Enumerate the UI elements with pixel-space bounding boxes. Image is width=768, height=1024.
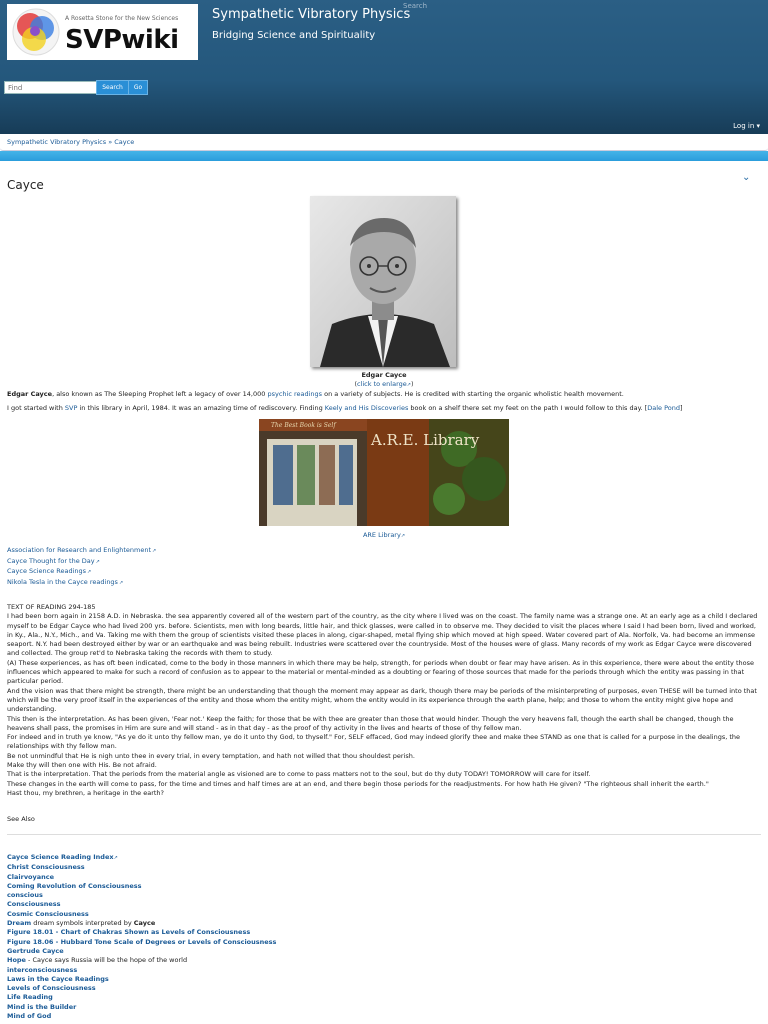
see-also-link[interactable]: conscious [7, 891, 43, 900]
svp-link[interactable]: SVP [64, 404, 78, 412]
breadcrumb-home[interactable]: Sympathetic Vibratory Physics [7, 138, 107, 146]
see-also-list [7, 853, 276, 1021]
see-also-link[interactable]: Clairvoyance [7, 872, 55, 881]
dale-pond-link[interactable]: Dale Pond [647, 404, 680, 412]
breadcrumb-bar [0, 134, 768, 151]
see-also-link[interactable]: Laws in the Cayce Readings [7, 974, 109, 983]
intro-text-2: on a variety of subjects. He is credited with starting the organic wholistic health movement. [322, 390, 624, 398]
ext-link-thought-for-the-day[interactable]: Cayce Thought for the Day ↗ [7, 557, 156, 568]
library-caption [0, 531, 768, 539]
started-paragraph [7, 404, 761, 413]
see-also-item [7, 919, 276, 928]
see-also-item [7, 928, 276, 937]
top-search-link[interactable]: Search [403, 2, 428, 10]
see-also-item [7, 853, 276, 863]
library-top-sign: The Best Book is Self [271, 422, 336, 429]
external-links-list [7, 546, 156, 588]
reading-paragraph: This then is the interpretation. As has been given, 'Fear not.' Keep the faith; for those that be with thee are greater than those that would hinder. Though the very heavens fall, though the earth shall be changed, though the heavens shall pass, the promises in Him are sure and will stand - as in that day - as the proof of thy activity in the lives and hearts of those of thy fellow man. [7, 714, 734, 732]
library-sign: A.R.E. Library [371, 431, 480, 449]
site-title[interactable]: Sympathetic Vibratory Physics [212, 7, 411, 22]
see-also-link[interactable]: Dream [7, 919, 32, 928]
see-also-link[interactable]: Coming Revolution of Consciousness [7, 881, 142, 890]
see-also-item [7, 993, 276, 1002]
see-also-link[interactable]: Figure 18.01 - Chart of Chakras Shown as Levels of Consciousness [7, 928, 251, 937]
intro-paragraph [7, 390, 761, 399]
see-also-item [7, 900, 276, 909]
external-link-icon: ↗ [113, 855, 118, 861]
see-also-link[interactable]: Life Reading [7, 993, 53, 1002]
are-library-image[interactable] [259, 419, 509, 526]
reading-heading: TEXT OF READING 294-185 [7, 603, 96, 611]
see-also-link[interactable]: Mind of God [7, 1012, 52, 1021]
started-text-1: I got started with [7, 404, 65, 412]
see-also-item [7, 1003, 276, 1012]
breadcrumb-separator: » [108, 138, 113, 146]
see-also-link[interactable]: Figure 18.06 - Hubbard Tone Scale of Degrees or Levels of Consciousness [7, 937, 277, 946]
chevron-down-icon[interactable]: ⌄ [742, 172, 751, 183]
see-also-item [7, 882, 276, 891]
see-also-link[interactable]: Cayce Science Reading Index [7, 853, 114, 861]
see-also-link[interactable]: Cosmic Consciousness [7, 909, 89, 918]
see-also-item [7, 910, 276, 919]
logo-tagline: A Rosetta Stone for the New Sciences [65, 15, 179, 22]
see-also-item [7, 966, 276, 975]
reading-paragraph: These changes in the earth will come to pass, for the time and times and half times are at an end, and there begin those periods for the readjustments. For how hath He given? "The righteous shall inherit the earth." [7, 779, 709, 788]
psychic-readings-link[interactable]: psychic readings [267, 390, 323, 398]
section-divider [7, 834, 761, 835]
enlarge-close-paren: ) [410, 380, 414, 388]
see-also-link[interactable]: Levels of Consciousness [7, 984, 96, 993]
ext-link-are[interactable]: Association for Research and Enlightenment ↗ [7, 546, 156, 557]
logo-wordmark: SVPwiki [65, 25, 179, 55]
started-text-4: ] [679, 404, 683, 412]
reading-paragraph: (A) These experiences, as has oft been indicated, come to the body in those manners in which there may be help, strength, for periods when doubt or fear may have arisen. As in this experience, there were about the entity those influences which appeared to make for such a record of confusion as to appear to the material or mental-minded as a doubting or fearing of those sources that made for the periods through which the entity was passing in that particular period. [7, 658, 754, 686]
site-logo[interactable] [7, 4, 198, 60]
see-also-item [7, 891, 276, 900]
see-also-heading: See Also [7, 815, 35, 823]
edgar-cayce-portrait[interactable] [310, 196, 456, 367]
portrait-image [310, 196, 456, 367]
external-link-icon: ↗ [406, 382, 411, 388]
search-button[interactable]: Search [96, 80, 129, 95]
ext-link-science-readings[interactable]: Cayce Science Readings ↗ [7, 567, 156, 578]
see-also-item [7, 863, 276, 872]
enlarge-open-paren: ( [354, 380, 357, 388]
started-text-2: in this library in April, 1984. It was an amazing time of rediscovery. Finding [77, 404, 325, 412]
login-menu[interactable]: Log in ▾ [733, 122, 760, 130]
see-also-link[interactable]: Consciousness [7, 900, 61, 909]
see-also-link[interactable]: Gertrude Cayce [7, 946, 64, 955]
reading-paragraph: Hast thou, my brethren, a heritage in the earth? [7, 788, 164, 797]
ext-link-tesla-in-cayce[interactable]: Nikola Tesla in the Cayce readings ↗ [7, 578, 156, 589]
see-also-item [7, 984, 276, 993]
breadcrumb-current[interactable]: Cayce [114, 138, 135, 146]
click-to-enlarge-link[interactable]: click to enlarge [357, 380, 407, 388]
intro-text-1: , also known as The Sleeping Prophet left a legacy of over 14,000 [52, 390, 268, 398]
are-library-link[interactable]: ARE Library [362, 531, 401, 539]
reading-paragraph: That is the interpretation. That the periods from the material angle as visioned are to come to pass matters not to the soul, but do thy duty TODAY! TOMORROW will care for itself. [7, 770, 591, 779]
site-slogan: Bridging Science and Spirituality [212, 30, 376, 41]
click-to-enlarge [0, 380, 768, 388]
svp-logo-icon [10, 7, 62, 57]
see-also-item [7, 956, 276, 965]
see-also-link[interactable]: Hope [7, 956, 26, 965]
see-also-item [7, 975, 276, 984]
reading-paragraph: Make thy will then one with His. Be not afraid. [7, 761, 157, 770]
see-also-item [7, 873, 276, 882]
reading-paragraph: I had been born again in 2158 A.D. in Nebraska. the sea apparently covered all of the western part of the country, as the city where I lived was on the coast. The family name was a strange one. At an early age as a child I declared myself to be Edgar Cayce who had lived 200 yrs. before. Scientists, men with long beards, little hair, and thick glasses, were called in to observe me. They decided to visit the places where I said I had been born, lived and worked, in Ky., Ala., N.Y., Mich., and Va. Taking me with them the group of scientists visited these places in along, cigar-shaped, metal flying ship which moved at high speed. Water covered part of Ala. Norfolk, Va. had become an immense seaport. N.Y. had been destroyed either by war or an earthquake and was being rebuilt. Industries were scattered over the countryside. Most of the houses were of glass. Many records of my work as Edgar Cayce were discovered and collected. The group ret'd to Nebraska taking the records with them to study. [7, 612, 758, 658]
breadcrumb [7, 138, 134, 146]
find-input[interactable] [4, 81, 102, 94]
started-text-3: book on a shelf there set my feet on the path I would follow to this day. [ [408, 404, 648, 412]
see-also-description: dream symbols interpreted by [31, 919, 134, 928]
see-also-link[interactable]: interconsciousness [7, 965, 78, 974]
external-link-icon: ↗ [400, 533, 406, 539]
library-photo [259, 419, 509, 526]
go-button[interactable]: Go [128, 80, 148, 95]
reading-text [7, 603, 761, 798]
see-also-link[interactable]: Christ Consciousness [7, 863, 85, 872]
intro-name: Edgar Cayce [7, 390, 53, 398]
site-header [0, 0, 768, 134]
see-also-item [7, 947, 276, 956]
reading-paragraph: For indeed and in truth ye know, "As ye do it unto thy fellow man, ye do it unto thy God, to thyself." For, SELF effaced, God may indeed glorify thee and make thee STAND as one that is called for a purpose in the dealings, the relationships with thy fellow man. [7, 733, 741, 751]
portrait-caption: Edgar Cayce [361, 371, 407, 379]
header-divider-band [0, 151, 768, 161]
see-also-link[interactable]: Mind is the Builder [7, 1002, 77, 1011]
see-also-emphasis: Cayce [133, 919, 156, 928]
see-also-item [7, 938, 276, 947]
see-also-item [7, 1012, 276, 1021]
keely-link[interactable]: Keely and His Discoveries [324, 404, 409, 412]
see-also-description: - Cayce says Russia will be the hope of the world [25, 956, 188, 965]
page-title: Cayce [7, 178, 44, 192]
reading-paragraph: And the vision was that there might be strength, there might be an understanding that though the moment may appear as dark, though there may be periods of the misinterpreting of purposes, even THESE will be turned into that which will be the very proof itself in the experiences of the entity and those whom the entity might, whom the entity would in its experience through the earth plane, help; and those to whom the entity might give hope and understanding. [7, 686, 757, 714]
reading-paragraph: Be not unmindful that He is nigh unto thee in every trial, in every temptation, and hath not willed that thou shouldest perish. [7, 751, 415, 760]
